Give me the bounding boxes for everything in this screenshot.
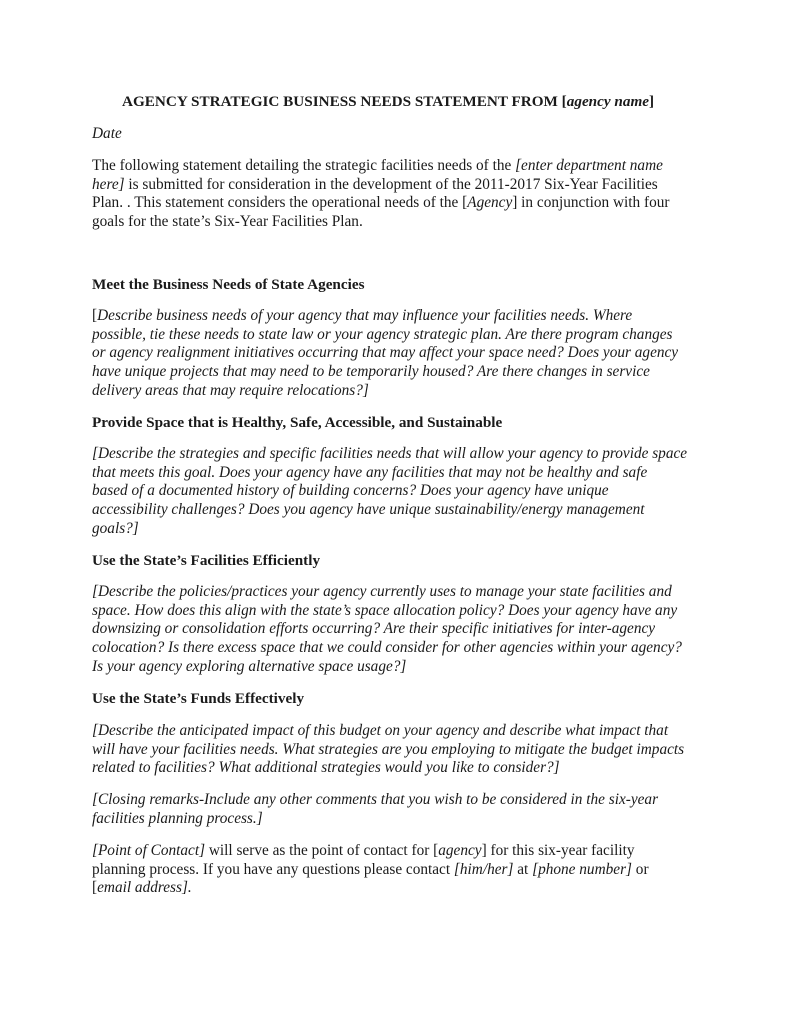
intro-paragraph (92, 157, 669, 232)
document-title (122, 93, 702, 111)
intro-line (92, 176, 669, 195)
intro-text: goals for the state’s Six-Year Facilities Plan. (92, 213, 363, 231)
intro-text: Plan. . This statement considers the operational needs of the [ (92, 194, 468, 212)
title-bracket: ] (649, 93, 655, 110)
section-body-funds-effectively (92, 722, 684, 778)
intro-text: The following statement detailing the strategic facilities needs of the (92, 157, 516, 174)
contact-text: at (513, 860, 533, 878)
contact-line (92, 879, 649, 898)
email-address-placeholder: email address]. (97, 879, 192, 897)
section-body-healthy-safe (92, 445, 687, 539)
agency-placeholder: agency (438, 842, 482, 859)
body-line (92, 307, 678, 326)
title-text: AGENCY STRATEGIC BUSINESS NEEDS STATEMENT FROM [ (122, 93, 567, 110)
body-line: that meets this goal. Does your agency have any facilities that may not be healthy and safe (92, 463, 648, 481)
contact-text: will serve as the point of contact for [ (205, 842, 439, 859)
point-of-contact-paragraph (92, 842, 649, 898)
section-heading-funds-effectively: Use the State’s Funds Effectively (92, 690, 305, 707)
body-line: space. How does this align with the state’s space allocation policy? Does your agency have any (92, 601, 678, 619)
body-line: Is your agency exploring alternative space usage?] (92, 657, 407, 675)
body-line: [Describe the policies/practices your agency currently uses to manage your state facilities and (92, 583, 672, 600)
contact-text: or (631, 860, 649, 878)
body-line: or agency realignment initiatives occurring that may affect your space need? Does your agency (92, 344, 679, 362)
body-line: delivery areas that may require relocations?] (92, 381, 369, 399)
body-line: have unique projects that may need to be temporarily housed? Are there changes in service (92, 363, 650, 381)
section-body-facilities-efficiently (92, 583, 682, 677)
department-name-placeholder: [enter department name (515, 157, 663, 174)
body-line: downsizing or consolidation efforts occurring? Are their specific initiatives for inter-agency (92, 620, 656, 638)
closing-remarks (92, 791, 658, 828)
body-text: Describe business needs of your agency that may influence your facilities needs. Where (97, 307, 633, 324)
department-name-placeholder: here] (92, 175, 125, 193)
body-line: based of a documented history of building concerns? Does your agency have unique (92, 482, 609, 500)
intro-line (92, 194, 669, 213)
contact-text: planning process. If you have any questions please contact (92, 860, 454, 878)
body-line: [Closing remarks-Include any other comments that you wish to be considered in the six-year (92, 791, 659, 808)
date-placeholder: Date (92, 125, 122, 142)
body-line: facilities planning process.] (92, 809, 263, 827)
body-line: [Describe the strategies and specific facilities needs that will allow your agency to provide space (92, 445, 688, 462)
intro-line (92, 157, 669, 176)
body-line: accessibility challenges? Does you agency have unique sustainability/energy management (92, 501, 645, 519)
body-line: possible, tie these needs to state law or your agency strategic plan. Are there program changes (92, 325, 673, 343)
section-body-business-needs (92, 307, 678, 401)
section-heading-facilities-efficiently: Use the State’s Facilities Efficiently (92, 552, 321, 569)
contact-line (92, 861, 649, 880)
intro-line (92, 213, 669, 232)
section-heading-healthy-safe: Provide Space that is Healthy, Safe, Accessible, and Sustainable (92, 414, 503, 431)
body-line: [Describe the anticipated impact of this budget on your agency and describe what impact that (92, 722, 669, 739)
body-line: goals?] (92, 519, 139, 537)
intro-text: ] in conjunction with four (512, 194, 670, 212)
agency-placeholder: Agency (467, 194, 513, 212)
contact-text: ] for this six-year facility (481, 842, 635, 859)
agency-name-placeholder: agency name (566, 93, 649, 110)
bracket: [ (92, 307, 98, 324)
him-her-placeholder: [him/her] (453, 860, 514, 878)
bracket: [ (92, 879, 98, 897)
point-of-contact-placeholder: [Point of Contact] (92, 842, 206, 859)
contact-line (92, 842, 649, 861)
body-line: will have your facilities needs. What strategies are you employing to mitigate the budget impacts (92, 740, 685, 758)
intro-text: is submitted for consideration in the development of the 2011-2017 Six-Year Facilities (124, 175, 658, 193)
phone-number-placeholder: [phone number] (532, 860, 632, 878)
body-line: colocation? Is there excess space that we could consider for other agencies within your agency? (92, 639, 682, 657)
section-heading-business-needs: Meet the Business Needs of State Agencies (92, 276, 365, 293)
body-line: related to facilities? What additional strategies would you like to consider?] (92, 759, 560, 777)
